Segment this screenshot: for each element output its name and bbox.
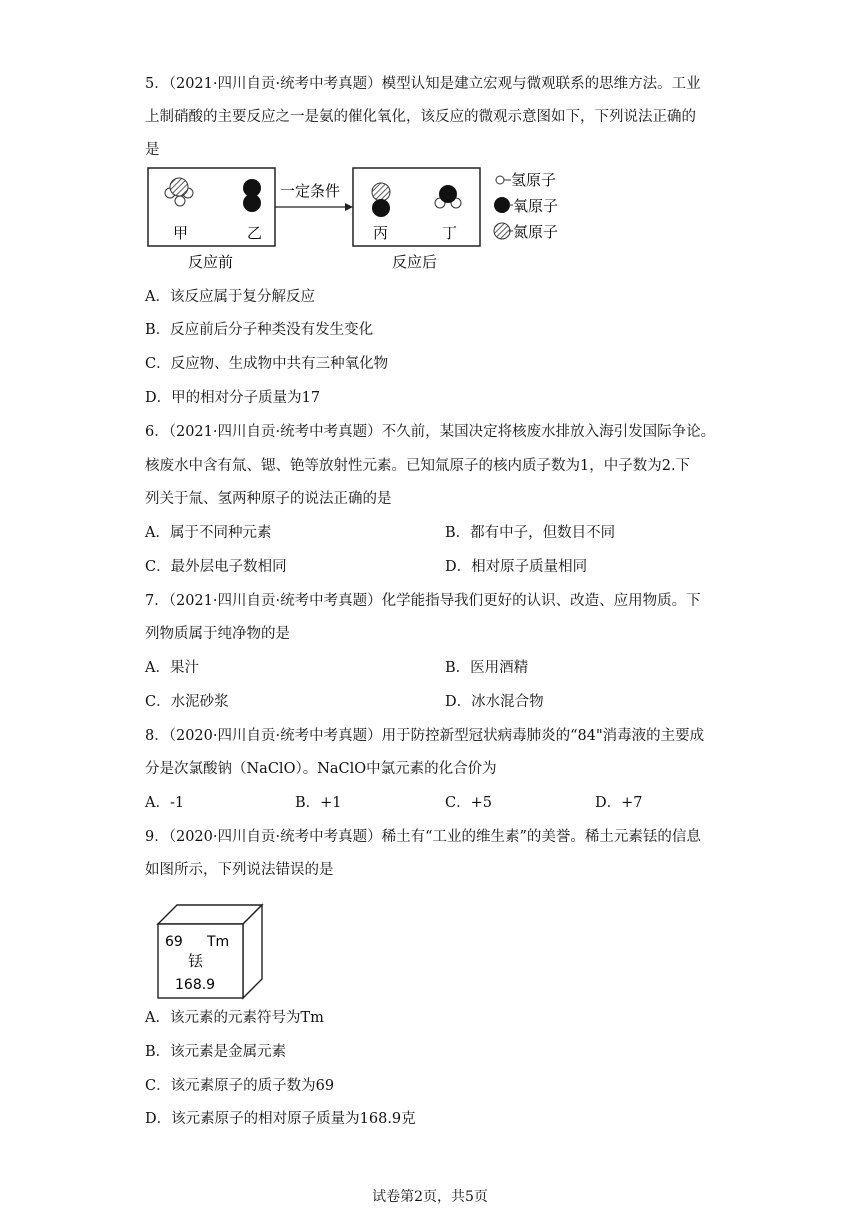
- q6-option-b: B．都有中子，但数目不同: [445, 525, 616, 541]
- q9-option-a: A．该元素的元素符号为Tm: [145, 1010, 324, 1026]
- label-jia: 甲: [173, 224, 189, 242]
- q7-option-d: D．冰水混合物: [445, 694, 544, 710]
- element-symbol: Tm: [207, 934, 230, 950]
- q8-option-c: C．+5: [445, 795, 492, 811]
- element-mass: 168.9: [175, 977, 216, 993]
- q7-stem-line-2: 列物质属于纯净物的是: [145, 626, 290, 642]
- q6-option-c: C．最外层电子数相同: [145, 559, 287, 575]
- q5-stem-line-2: 上制硝酸的主要反应之一是氨的催化氧化，该反应的微观示意图如下，下列说法正确的: [145, 109, 696, 125]
- element-card-tm: [155, 902, 265, 1002]
- element-number: 69: [165, 934, 183, 950]
- svg-text:氢原子: 氢原子: [511, 171, 557, 189]
- q5-stem-line-3: 是: [145, 142, 160, 158]
- q7-option-b: B．医用酒精: [445, 660, 529, 676]
- q8-stem-line-1: 8．（2020·四川自贡·统考中考真题）用于防控新型冠状病毒肺炎的“84"消毒液的主要成: [145, 728, 705, 744]
- q7-option-a: A．果汁: [145, 660, 199, 676]
- label-yi: 乙: [247, 224, 263, 242]
- q6-stem-line-3: 列关于氚、氢两种原子的说法正确的是: [145, 491, 392, 507]
- q5-option-d: D．甲的相对分子质量为17: [145, 390, 321, 406]
- q8-option-d: D．+7: [595, 795, 643, 811]
- q9-stem-line-2: 如图所示，下列说法错误的是: [145, 862, 334, 878]
- legend-hydrogen: [496, 171, 556, 189]
- q9-stem-line-1: 9．（2020·四川自贡·统考中考真题）稀土有“工业的维生素”的美誉。稀土元素铥的信息: [145, 829, 701, 845]
- q9-option-c: C．该元素原子的质子数为69: [145, 1078, 335, 1094]
- label-bing: 丙: [373, 224, 389, 242]
- q8-option-a: A．-1: [145, 795, 185, 811]
- page-footer: 试卷第2页，共5页: [372, 1189, 488, 1205]
- arrow-label: 一定条件: [280, 182, 341, 200]
- svg-text:氧原子: 氧原子: [513, 197, 559, 215]
- q6-option-a: A．属于不同种元素: [145, 525, 272, 541]
- before-label: 反应前: [188, 253, 234, 271]
- q6-stem-line-1: 6．（2021·四川自贡·统考中考真题）不久前，某国决定将核废水排放入海引发国际争论。: [145, 424, 716, 440]
- legend-oxygen: [494, 197, 558, 215]
- svg-text:氮原子: 氮原子: [513, 223, 559, 241]
- q9-option-d: D．该元素原子的相对原子质量为168.9克: [145, 1111, 416, 1127]
- q5-option-a: A．该反应属于复分解反应: [145, 289, 315, 305]
- q8-stem-line-2: 分是次氯酸钠（NaClO）。NaClO中氯元素的化合价为: [145, 761, 497, 777]
- reaction-diagram: [140, 163, 600, 278]
- legend-nitrogen: [494, 223, 558, 241]
- q5-option-b: B．反应前后分子种类没有发生变化: [145, 322, 374, 338]
- q5-stem-line-1: 5．（2021·四川自贡·统考中考真题）模型认知是建立宏观与微观联系的思维方法。工业: [145, 76, 701, 92]
- q7-option-c: C．水泥砂浆: [145, 694, 229, 710]
- q6-option-d: D．相对原子质量相同: [445, 559, 588, 575]
- after-label: 反应后: [392, 253, 438, 271]
- q5-option-c: C．反应物、生成物中共有三种氧化物: [145, 356, 389, 372]
- label-ding: 丁: [442, 224, 458, 242]
- q8-option-b: B．+1: [295, 795, 342, 811]
- q9-option-b: B．该元素是金属元素: [145, 1044, 287, 1060]
- element-name: 铥: [188, 952, 204, 970]
- q6-stem-line-2: 核废水中含有氚、锶、铯等放射性元素。已知氚原子的核内质子数为1，中子数为2.下: [145, 458, 691, 474]
- q7-stem-line-1: 7．（2021·四川自贡·统考中考真题）化学能指导我们更好的认识、改造、应用物质。下: [145, 593, 701, 609]
